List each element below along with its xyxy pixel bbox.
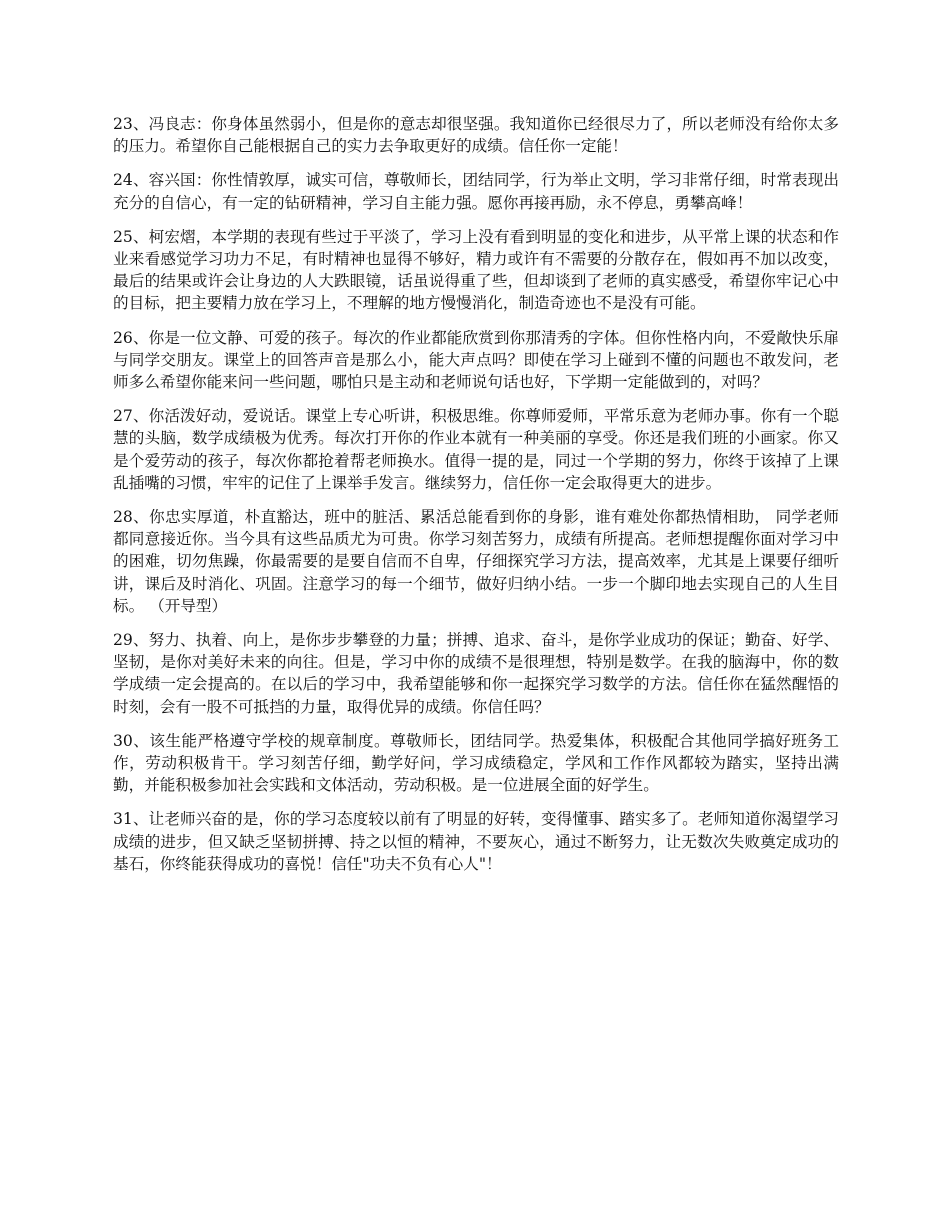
comment-entry-31: 31、让老师兴奋的是，你的学习态度较以前有了明显的好转，变得懂事、踏实多了。老师知道你渴望学习成绩的进步，但又缺乏坚韧拼搏、持之以恒的精神，不要灰心，通过不断努力，让无数次失败奠定成功的基石，你终能获得成功的喜悦！信任"功夫不负有心人"！ — [113, 810, 839, 873]
comment-entry-24: 24、容兴国：你性情敦厚，诚实可信，尊敬师长，团结同学，行为举止文明，学习非常仔细，时常表现出充分的自信心，有一定的钻研精神，学习自主能力强。愿你再接再励，永不停息，勇攀高峰！ — [113, 171, 839, 212]
document-page — [113, 113, 839, 887]
comment-entry-28: 28、你忠实厚道，朴直豁达，班中的脏活、累活总能看到你的身影，谁有难处你都热情相助， 同学老师都同意接近你。当今具有这些品质尤为可贵。你学习刻苦努力，成绩有所提高。老师想提醒你面对学习中的困难，切勿焦躁，你最需要的是要自信而不自卑，仔细探究学习方法，提高效率，尤其是上课要仔细听讲，课后及时消化、巩固。注意学习的每一个细节，做好归纳小结。一步一个脚印地去实现自己的人生目标。 （开导型） — [113, 508, 839, 615]
comment-entry-30: 30、该生能严格遵守学校的规章制度。尊敬师长，团结同学。热爱集体，积极配合其他同学搞好班务工作，劳动积极肯干。学习刻苦仔细，勤学好问，学习成绩稳定，学风和工作作风都较为踏实，坚持出满勤，并能积极参加社会实践和文体活动，劳动积极。是一位进展全面的好学生。 — [113, 731, 839, 795]
comment-entry-23: 23、冯良志：你身体虽然弱小，但是你的意志却很坚强。我知道你已经很尽力了，所以老师没有给你太多的压力。希望你自己能根据自己的实力去争取更好的成绩。信任你一定能！ — [113, 115, 839, 156]
comment-entry-29: 29、努力、执着、向上，是你步步攀登的力量；拼搏、追求、奋斗，是你学业成功的保证；勤奋、好学、坚韧，是你对美好未来的向往。但是，学习中你的成绩不是很理想，特别是数学。在我的脑海中，你的数学成绩一定会提高的。在以后的学习中，我希望能够和你一起探究学习数学的方法。信任你在猛然醒悟的时刻，会有一股不可抵挡的力量，取得优异的成绩。你信任吗？ — [113, 631, 839, 716]
comment-entry-25: 25、柯宏熠，本学期的表现有些过于平淡了，学习上没有看到明显的变化和进步，从平常上课的状态和作业来看感觉学习功力不足，有时精神也显得不够好，精力或许有不需要的分散存在，假如再不加以改变，最后的结果或许会让身边的人大跌眼镜，话虽说得重了些，但却谈到了老师的真实感受，希望你牢记心中的目标，把主要精力放在学习上，不理解的地方慢慢消化，制造奇迹也不是没有可能。 — [113, 227, 839, 313]
comment-entry-26: 26、你是一位文静、可爱的孩子。每次的作业都能欣赏到你那清秀的字体。但你性格内向，不爱敞快乐扉与同学交朋友。课堂上的回答声音是那么小，能大声点吗？即使在学习上碰到不懂的问题也不敢发问，老师多么希望你能来问一些问题，哪怕只是主动和老师说句话也好，下学期一定能做到的，对吗？ — [113, 328, 839, 392]
comment-entry-27: 27、你活泼好动，爱说话。课堂上专心听讲，积极思维。你尊师爱师，平常乐意为老师办事。你有一个聪慧的头脑，数学成绩极为优秀。每次打开你的作业本就有一种美丽的享受。你还是我们班的小画家。你又是个爱劳动的孩子，每次你都抢着帮老师换水。值得一提的是，同过一个学期的努力，你终于该掉了上课乱插嘴的习惯，牢牢的记住了上课举手发言。继续努力，信任你一定会取得更大的进步。 — [113, 407, 839, 492]
